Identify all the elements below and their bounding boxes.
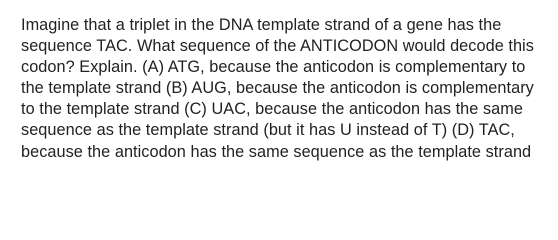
question-text: Imagine that a triplet in the DNA template strand of a gene has the sequence TAC. What sequence of the ANTICODON would decode this codon? Explain. (A) ATG, because the anticodon is complementary to the template strand (B) AUG, because the anticodon is complementary to the template strand (C) UAC, because the anticodon has the same sequence as the template strand (but it has U instead of T) (D) TAC, because the anticodon has the same sequence as the template strand — [21, 16, 534, 161]
